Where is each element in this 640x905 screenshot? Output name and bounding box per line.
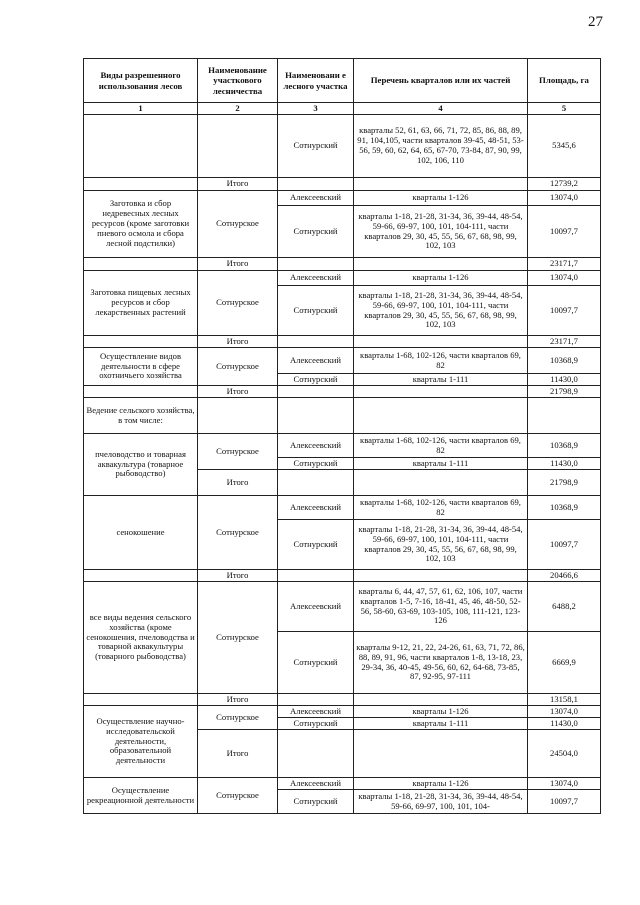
table-row [84,434,601,458]
total-label: Итого [198,470,278,496]
use-type-cell: сенокошение [84,496,198,570]
empty-cell [84,386,198,398]
quarter-list-cell: кварталы 1-126 [354,191,528,206]
empty-cell [198,398,278,434]
quarter-list-cell: кварталы 1-68, 102-126, части кварталов 69, 82 [354,496,528,520]
quarter-list-cell: кварталы 1-126 [354,778,528,790]
total-row [84,570,601,582]
column-number: 2 [198,103,278,115]
empty-cell [354,470,528,496]
forestry-cell: Сотнурское [198,191,278,258]
header-forest-parcel: Наименовани е лесного участка [278,59,354,103]
table-row [84,348,601,374]
area-cell: 11430,0 [528,718,601,730]
total-area: 21798,9 [528,470,601,496]
parcel-cell: Алексеевский [278,271,354,286]
area-cell: 13074,0 [528,191,601,206]
area-cell: 6669,9 [528,632,601,694]
empty-cell [528,398,601,434]
area-cell: 11430,0 [528,458,601,470]
total-area: 23171,7 [528,336,601,348]
page-number: 27 [588,14,603,30]
parcel-cell: Алексеевский [278,348,354,374]
use-type-heading: Ведение сельского хозяйства, в том числе: [84,398,198,434]
total-area: 12739,2 [528,178,601,191]
table-row [84,582,601,632]
parcel-cell: Сотнурский [278,206,354,258]
column-number-row [84,103,601,115]
area-cell: 13074,0 [528,271,601,286]
total-row [84,178,601,191]
empty-cell [354,570,528,582]
empty-cell [84,694,198,706]
table-row [84,115,601,178]
quarter-list-cell: кварталы 9-12, 21, 22, 24-26, 61, 63, 71, 72, 86, 88, 89, 91, 96, части кварталов 1-8, 13-18, 23, 29-34, 36, 40-45, 49-56, 60, 62, 64-68, 73-85, 87, 92-95, 97-111 [354,632,528,694]
empty-cell [84,570,198,582]
forest-use-table [83,58,601,814]
total-area: 24504,0 [528,730,601,778]
empty-cell [84,336,198,348]
parcel-cell: Алексеевский [278,496,354,520]
quarter-list-cell: кварталы 1-126 [354,706,528,718]
use-type-cell: Заготовка и сбор недревесных лесных ресурсов (кроме заготовки пневого осмола и сбора лесной подстилки) [84,191,198,258]
use-type-cell: Осуществление научно-исследовательской деятельности, образовательной деятельности [84,706,198,778]
quarter-list-cell: кварталы 6, 44, 47, 57, 61, 62, 106, 107, части кварталов 1-5, 7-16, 18-41, 45, 46, 48-50, 52-56, 58-60, 63-69, 103-105, 108, 111-121, 123-126 [354,582,528,632]
column-number: 4 [354,103,528,115]
quarter-list-cell: кварталы 1-68, 102-126, части кварталов 69, 82 [354,434,528,458]
area-cell: 5345,6 [528,115,601,178]
quarter-list-cell: кварталы 1-18, 21-28, 31-34, 36, 39-44, 48-54, 59-66, 69-97, 100, 101, 104-111, части кварталов 29, 30, 45, 55, 56, 67, 68, 98, 99, 102, 103 [354,286,528,336]
parcel-cell: Сотнурский [278,458,354,470]
empty-cell [354,730,528,778]
area-cell: 10097,7 [528,790,601,814]
area-cell: 13074,0 [528,778,601,790]
parcel-cell: Алексеевский [278,778,354,790]
quarter-list-cell: кварталы 1-18, 21-28, 31-34, 36, 39-44, 48-54, 59-66, 69-97, 100, 101, 104- [354,790,528,814]
empty-cell [84,258,198,271]
total-row [84,336,601,348]
empty-cell [278,470,354,496]
use-type-cell: Осуществление рекреационной деятельности [84,778,198,814]
header-quarter-list: Перечень кварталов или их частей [354,59,528,103]
quarter-list-cell: кварталы 1-18, 21-28, 31-34, 36, 39-44, 48-54, 59-66, 69-97, 100, 101, 104-111, части кварталов 29, 30, 45, 55, 56, 67, 68, 98, 99, 102, 103 [354,206,528,258]
table-row [84,706,601,718]
column-number: 3 [278,103,354,115]
area-cell: 6488,2 [528,582,601,632]
table-row [84,778,601,790]
quarter-list-cell: кварталы 1-68, 102-126, части кварталов 69, 82 [354,348,528,374]
total-row [84,694,601,706]
quarter-list-cell: кварталы 1-111 [354,718,528,730]
empty-cell [278,730,354,778]
empty-cell [278,258,354,271]
total-label: Итого [198,730,278,778]
empty-cell [354,178,528,191]
total-label: Итого [198,336,278,348]
total-area: 20466,6 [528,570,601,582]
quarter-list-cell: кварталы 1-126 [354,271,528,286]
area-cell: 10368,9 [528,496,601,520]
area-cell: 10368,9 [528,434,601,458]
total-label: Итого [198,570,278,582]
quarter-list-cell: кварталы 1-111 [354,458,528,470]
empty-cell [354,398,528,434]
use-type-cell: Осуществление видов деятельности в сфере охотничьего хозяйства [84,348,198,386]
table-row [84,271,601,286]
parcel-cell: Алексеевский [278,434,354,458]
parcel-cell: Алексеевский [278,191,354,206]
area-cell: 10097,7 [528,286,601,336]
empty-cell [278,386,354,398]
total-label: Итого [198,258,278,271]
empty-cell [354,694,528,706]
quarter-list-cell: кварталы 52, 61, 63, 66, 71, 72, 85, 86, 88, 89, 91, 104,105, части кварталов 39-45, 48-51, 53-56, 59, 60, 62, 64, 65, 67-70, 73-84, 87, 90, 99, 102, 106, 110 [354,115,528,178]
area-cell: 13074,0 [528,706,601,718]
header-use-type: Виды разрешенного использования лесов [84,59,198,103]
total-row [84,258,601,271]
parcel-cell: Сотнурский [278,374,354,386]
use-type-cell: все виды ведения сельского хозяйства (кроме сенокошения, пчеловодства и товарной аквакультуры (товарного рыбоводства) [84,582,198,694]
empty-cell [278,178,354,191]
parcel-cell: Сотнурский [278,286,354,336]
parcel-cell: Сотнурский [278,520,354,570]
forestry-cell: Сотнурское [198,706,278,730]
forestry-cell: Сотнурское [198,348,278,386]
column-number: 1 [84,103,198,115]
empty-cell [278,570,354,582]
use-type-cell [84,115,198,178]
total-area: 13158,1 [528,694,601,706]
forestry-cell: Сотнурское [198,496,278,570]
forestry-cell [198,115,278,178]
quarter-list-cell: кварталы 1-18, 21-28, 31-34, 36, 39-44, 48-54, 59-66, 69-97, 100, 101, 104-111, части кварталов 29, 30, 45, 55, 56, 67, 68, 98, 99, 102, 103 [354,520,528,570]
empty-cell [278,694,354,706]
empty-cell [354,386,528,398]
area-cell: 11430,0 [528,374,601,386]
forestry-cell: Сотнурское [198,434,278,470]
header-area: Площадь, га [528,59,601,103]
total-label: Итого [198,386,278,398]
parcel-cell: Сотнурский [278,790,354,814]
parcel-cell: Алексеевский [278,706,354,718]
header-forestry: Наименование участкового лесничества [198,59,278,103]
use-type-cell: пчеловодство и товарная аквакультура (товарное рыбоводство) [84,434,198,496]
empty-cell [278,398,354,434]
parcel-cell: Алексеевский [278,582,354,632]
total-label: Итого [198,178,278,191]
forestry-cell: Сотнурское [198,778,278,814]
quarter-list-cell: кварталы 1-111 [354,374,528,386]
forestry-cell: Сотнурское [198,582,278,694]
total-area: 21798,9 [528,386,601,398]
parcel-cell: Сотнурский [278,115,354,178]
total-row [84,386,601,398]
table-row [84,191,601,206]
empty-cell [354,258,528,271]
total-area: 23171,7 [528,258,601,271]
table-row [84,496,601,520]
use-type-cell: Заготовка пищевых лесных ресурсов и сбор лекарственных растений [84,271,198,336]
area-cell: 10368,9 [528,348,601,374]
forestry-cell: Сотнурское [198,271,278,336]
total-label: Итого [198,694,278,706]
area-cell: 10097,7 [528,520,601,570]
parcel-cell: Сотнурский [278,632,354,694]
column-number: 5 [528,103,601,115]
empty-cell [354,336,528,348]
parcel-cell: Сотнурский [278,718,354,730]
empty-cell [278,336,354,348]
area-cell: 10097,7 [528,206,601,258]
table-row [84,398,601,434]
table-header-row [84,59,601,103]
empty-cell [84,178,198,191]
